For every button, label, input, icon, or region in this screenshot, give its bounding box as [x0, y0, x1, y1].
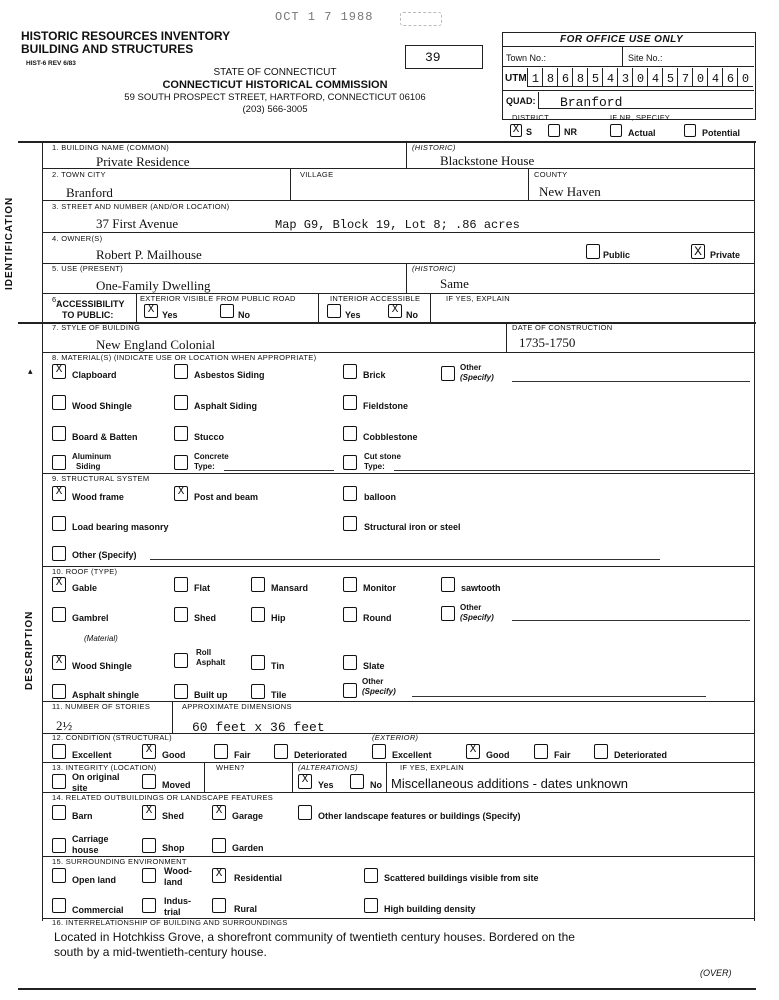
- load-bearing-checkbox[interactable]: [52, 516, 66, 531]
- roof-gable-label: Gable: [72, 583, 98, 593]
- outbuilding-shed-checkbox[interactable]: X: [142, 805, 156, 820]
- exterior-no-checkbox[interactable]: [220, 304, 234, 318]
- interior-accessible-label: INTERIOR ACCESSIBLE: [330, 294, 421, 303]
- owner-private-label: Private: [710, 250, 741, 260]
- other-landscape-label: Other landscape features or buildings (Specify): [318, 811, 521, 821]
- rural-label: Rural: [234, 904, 258, 914]
- utm-digit-cell: 0: [692, 68, 708, 87]
- concrete-type-label: Type:: [194, 462, 215, 471]
- building-name-historic: Blackstone House: [440, 153, 535, 168]
- structural-other-checkbox[interactable]: [52, 546, 66, 561]
- site-label: site: [72, 783, 88, 793]
- moved-label: Moved: [162, 780, 191, 790]
- cut-stone-label: Cut stone: [364, 452, 401, 461]
- alterations-no-checkbox[interactable]: [350, 774, 364, 789]
- condition-exterior-deteriorated-checkbox[interactable]: [594, 744, 608, 759]
- form-subtitle: BUILDING AND STRUCTURES: [21, 42, 194, 56]
- material-wood-shingle-checkbox[interactable]: [52, 395, 66, 410]
- alterations-label: (ALTERATIONS): [298, 763, 358, 772]
- balloon-label: balloon: [364, 492, 396, 502]
- building-name-label: 1. BUILDING NAME (COMMON): [52, 143, 170, 152]
- woodland-label-1: Wood-: [164, 866, 192, 876]
- on-original-site-checkbox[interactable]: [52, 774, 66, 789]
- scattered-buildings-checkbox[interactable]: [364, 868, 378, 883]
- stamp-smudge: [400, 12, 442, 26]
- condition-structural-deteriorated-label: Deteriorated: [294, 750, 348, 760]
- condition-exterior-excellent-label: Excellent: [392, 750, 432, 760]
- district-s-checkbox[interactable]: X: [510, 124, 522, 137]
- roof-flat-checkbox[interactable]: [174, 577, 188, 592]
- roof-monitor-label: Monitor: [363, 583, 396, 593]
- structural-other-label: Other (Specify): [72, 550, 137, 560]
- form-title: HISTORIC RESOURCES INVENTORY: [21, 29, 231, 43]
- roof-flat-label: Flat: [194, 583, 211, 593]
- material-board-batten-checkbox[interactable]: [52, 426, 66, 441]
- accessibility-number: 6.: [52, 295, 59, 304]
- roof-material-tin-checkbox[interactable]: [251, 655, 265, 670]
- owner-public-checkbox[interactable]: [586, 244, 600, 259]
- exterior-no-label: No: [238, 310, 250, 320]
- roof-shed-checkbox[interactable]: [174, 607, 188, 622]
- carriage-house-checkbox[interactable]: [52, 838, 66, 853]
- open-land-label: Open land: [72, 875, 117, 885]
- condition-structural-fair-checkbox[interactable]: [214, 744, 228, 759]
- material-stucco-checkbox[interactable]: [174, 426, 188, 441]
- condition-exterior-excellent-checkbox[interactable]: [372, 744, 386, 759]
- condition-structural-good-label: Good: [162, 750, 186, 760]
- village-label: VILLAGE: [300, 170, 334, 179]
- county-label: COUNTY: [534, 170, 568, 179]
- agency-name: CONNECTICUT HISTORICAL COMMISSION: [162, 79, 388, 91]
- form-number: HIST-6 REV 6/83: [26, 60, 76, 67]
- inventory-number-box: [405, 45, 483, 69]
- material-wood-shingle-label: Wood Shingle: [72, 401, 132, 411]
- moved-checkbox[interactable]: [142, 774, 156, 789]
- commercial-checkbox[interactable]: [52, 898, 66, 913]
- material-asbestos-siding-checkbox[interactable]: [174, 364, 188, 379]
- utm-digit-cell: 5: [662, 68, 678, 87]
- if-nr-label: IF NR, SPECIFY: [610, 113, 671, 122]
- rural-checkbox[interactable]: [212, 898, 226, 913]
- street-number-label: 3. STREET AND NUMBER (AND/OR LOCATION): [52, 202, 230, 211]
- accessibility-label: ACCESSIBILITY: [56, 299, 125, 309]
- utm-digit-cell: 4: [647, 68, 663, 87]
- roof-material-label: (Material): [84, 634, 118, 643]
- materials-label: 8. MATERIAL(S) (INDICATE USE OR LOCATION WHEN APPROPRIATE): [52, 353, 317, 362]
- structural-iron-label: Structural iron or steel: [364, 522, 461, 532]
- owner-value: Robert P. Mailhouse: [96, 247, 202, 262]
- building-name-common: Private Residence: [96, 154, 190, 169]
- interior-yes-label: Yes: [345, 310, 361, 320]
- high-density-checkbox[interactable]: [364, 898, 378, 913]
- roof-material-asphalt-shingle-label: Asphalt shingle: [72, 690, 140, 700]
- condition-exterior-deteriorated-label: Deteriorated: [614, 750, 668, 760]
- nr-actual-checkbox[interactable]: [610, 124, 622, 137]
- roof-material-slate-checkbox[interactable]: [343, 655, 357, 670]
- balloon-checkbox[interactable]: [343, 486, 357, 501]
- material-other-label: Other: [460, 363, 482, 372]
- nr-potential-label: Potential: [702, 128, 741, 138]
- owner-private-checkbox[interactable]: X: [691, 244, 705, 259]
- utm-digit-cell: 4: [602, 68, 618, 87]
- load-bearing-label: Load bearing masonry: [72, 522, 169, 532]
- outbuilding-shed-label: Shed: [162, 811, 185, 821]
- commercial-label: Commercial: [72, 905, 124, 915]
- site-no-label: Site No.:: [628, 53, 663, 63]
- street-number-value: 37 First Avenue: [96, 216, 179, 231]
- utm-digit-cell: 6: [557, 68, 573, 87]
- industrial-label-1: Indus-: [164, 896, 191, 906]
- wood-frame-checkbox[interactable]: X: [52, 486, 66, 501]
- woodland-checkbox[interactable]: [142, 868, 156, 883]
- roll-label: Roll: [196, 648, 212, 657]
- use-historic-value: Same: [440, 276, 469, 291]
- roof-mansard-checkbox[interactable]: [251, 577, 265, 592]
- roof-monitor-checkbox[interactable]: [343, 577, 357, 592]
- roof-other-label: Other: [460, 603, 482, 612]
- utm-digit-cell: 5: [587, 68, 603, 87]
- interrelationship-line-1: Located in Hotchkiss Grove, a shorefront community of twentieth century houses. Bordered on the: [54, 930, 575, 944]
- exterior-yes-label: Yes: [162, 310, 178, 320]
- owner-public-label: Public: [603, 250, 631, 260]
- material-clapboard-checkbox[interactable]: X: [52, 364, 66, 379]
- alterations-yes-label: Yes: [318, 780, 334, 790]
- industrial-label-2: trial: [164, 907, 181, 917]
- when-label: WHEN?: [216, 763, 245, 772]
- roof-material-slate-label: Slate: [363, 661, 385, 671]
- roof-gambrel-checkbox[interactable]: [52, 607, 66, 622]
- dimensions-label: APPROXIMATE DIMENSIONS: [182, 702, 292, 711]
- date-of-construction-label: DATE OF CONSTRUCTION: [512, 323, 613, 332]
- condition-exterior-fair-checkbox[interactable]: [534, 744, 548, 759]
- quad-value: Branford: [560, 95, 623, 110]
- if-yes-explain-label: IF YES, EXPLAIN: [446, 294, 510, 303]
- identification-side-label: IDENTIFICATION: [4, 196, 15, 290]
- district-nr-label: NR: [564, 127, 577, 137]
- exterior-visible-label: EXTERIOR VISIBLE FROM PUBLIC ROAD: [140, 294, 296, 303]
- roof-other-specify: (Specify): [460, 613, 494, 622]
- map-lot-value: Map G9, Block 19, Lot 8; .86 acres: [275, 218, 520, 232]
- district-label: DISTRICT: [512, 113, 549, 122]
- roof-material-tile-label: Tile: [271, 690, 287, 700]
- shop-checkbox[interactable]: [142, 838, 156, 853]
- integrity-label: 13. INTEGRITY (LOCATION): [52, 763, 157, 772]
- utm-digit-cell: 8: [572, 68, 588, 87]
- roll-asphalt-checkbox[interactable]: [174, 653, 188, 668]
- use-present-value: One-Family Dwelling: [96, 278, 211, 293]
- district-s-label: S: [526, 127, 533, 137]
- interior-yes-checkbox[interactable]: [327, 304, 341, 318]
- alterations-explanation: Miscellaneous additions - dates unknown: [391, 776, 629, 791]
- residential-checkbox[interactable]: X: [212, 868, 226, 883]
- district-nr-checkbox[interactable]: [548, 124, 560, 137]
- roof-material-tile-checkbox[interactable]: [251, 684, 265, 699]
- concrete-label: Concrete: [194, 452, 229, 461]
- condition-structural-excellent-checkbox[interactable]: [52, 744, 66, 759]
- utm-digit-cell: 1: [527, 68, 543, 87]
- roof-gable-checkbox[interactable]: X: [52, 577, 66, 592]
- agency-phone: (203) 566-3005: [242, 104, 308, 115]
- roof-sawtooth-label: sawtooth: [461, 583, 501, 593]
- aluminum-label: Aluminum: [72, 452, 112, 461]
- material-fieldstone-label: Fieldstone: [363, 401, 409, 411]
- town-city-value: Branford: [66, 185, 113, 200]
- material-asphalt-siding-label: Asphalt Siding: [194, 401, 257, 411]
- margin-mark: ▴: [28, 366, 33, 376]
- asphalt-label: Asphalt: [196, 658, 226, 667]
- interrelationship-label: 16. INTERRELATIONSHIP OF BUILDING AND SURROUNDINGS: [52, 918, 288, 927]
- material-clapboard-label: Clapboard: [72, 370, 117, 380]
- roof-round-checkbox[interactable]: [343, 607, 357, 622]
- woodland-label-2: land: [164, 877, 183, 887]
- number-of-stories-value: 2½: [56, 718, 73, 733]
- alterations-no-label: No: [370, 780, 382, 790]
- quad-label: QUAD:: [506, 96, 536, 106]
- material-other-checkbox[interactable]: [441, 366, 455, 381]
- utm-digit-cell: 8: [542, 68, 558, 87]
- owner-label: 4. OWNER(S): [52, 234, 103, 243]
- style-of-building-label: 7. STYLE OF BUILDING: [52, 323, 141, 332]
- roof-mansard-label: Mansard: [271, 583, 309, 593]
- roof-type-label: 10. ROOF (TYPE): [52, 567, 118, 576]
- roof-material-wood-shingle-checkbox[interactable]: X: [52, 655, 66, 670]
- roof-material-tin-label: Tin: [271, 661, 285, 671]
- town-no-label: Town No.:: [506, 53, 547, 63]
- cut-stone-type-label: Type:: [364, 462, 385, 471]
- condition-structural-fair-label: Fair: [234, 750, 251, 760]
- description-side-label: DESCRIPTION: [24, 610, 35, 690]
- roof-material-wood-shingle-label: Wood Shingle: [72, 661, 132, 671]
- utm-digit-cell: 3: [617, 68, 633, 87]
- use-historic-label: (HISTORIC): [412, 264, 456, 273]
- office-use-title: FOR OFFICE USE ONLY: [560, 34, 684, 45]
- interior-no-checkbox[interactable]: X: [388, 304, 402, 318]
- open-land-checkbox[interactable]: [52, 868, 66, 883]
- use-present-label: 5. USE (PRESENT): [52, 264, 124, 273]
- condition-exterior-fair-label: Fair: [554, 750, 571, 760]
- building-name-historic-label: (HISTORIC): [412, 143, 456, 152]
- outbuilding-garage-label: Garage: [232, 811, 264, 821]
- shop-label: Shop: [162, 843, 185, 853]
- received-date-stamp: OCT 1 7 1988: [275, 10, 374, 24]
- garden-label: Garden: [232, 843, 264, 853]
- outbuilding-barn-label: Barn: [72, 811, 93, 821]
- structural-system-label: 9. STRUCTURAL SYSTEM: [52, 474, 150, 483]
- roof-hip-label: Hip: [271, 613, 286, 623]
- condition-structural-excellent-label: Excellent: [72, 750, 112, 760]
- date-of-construction-value: 1735-1750: [519, 335, 576, 350]
- material-brick-checkbox[interactable]: [343, 364, 357, 379]
- material-fieldstone-checkbox[interactable]: [343, 395, 357, 410]
- condition-exterior-label: (EXTERIOR): [372, 733, 419, 742]
- material-cobblestone-checkbox[interactable]: [343, 426, 357, 441]
- condition-structural-good-checkbox[interactable]: X: [142, 744, 156, 759]
- over-label: (OVER): [700, 968, 732, 978]
- garden-checkbox[interactable]: [212, 838, 226, 853]
- roof-round-label: Round: [363, 613, 392, 623]
- material-brick-label: Brick: [363, 370, 386, 380]
- utm-digit-cell: 0: [632, 68, 648, 87]
- state-name: STATE OF CONNECTICUT: [213, 67, 337, 78]
- utm-digit-cell: 4: [707, 68, 723, 87]
- interior-no-label: No: [406, 310, 418, 320]
- post-and-beam-checkbox[interactable]: X: [174, 486, 188, 501]
- roof-other-checkbox[interactable]: [441, 606, 455, 621]
- nr-actual-label: Actual: [628, 128, 656, 138]
- material-asbestos-siding-label: Asbestos Siding: [194, 370, 265, 380]
- material-board-batten-label: Board & Batten: [72, 432, 138, 442]
- cut-stone-checkbox[interactable]: [343, 455, 357, 470]
- to-public-label: TO PUBLIC:: [62, 310, 114, 320]
- interrelationship-line-2: south by a mid-twentieth-century house.: [54, 945, 267, 959]
- material-other-specify: (Specify): [460, 373, 494, 382]
- condition-exterior-good-checkbox[interactable]: X: [466, 744, 480, 759]
- dimensions-value: 60 feet x 36 feet: [192, 720, 325, 735]
- utm-label: UTM: [505, 73, 527, 84]
- roof-material-asphalt-shingle-checkbox[interactable]: [52, 684, 66, 699]
- utm-digit-cell: 6: [722, 68, 738, 87]
- utm-digit-cell: 0: [737, 68, 753, 87]
- material-stucco-label: Stucco: [194, 432, 225, 442]
- other-landscape-checkbox[interactable]: [298, 805, 312, 820]
- carriage-label: Carriage: [72, 834, 109, 844]
- aluminum-siding-checkbox[interactable]: [52, 455, 66, 470]
- structural-iron-checkbox[interactable]: [343, 516, 357, 531]
- concrete-checkbox[interactable]: [174, 455, 188, 470]
- exterior-yes-checkbox[interactable]: X: [144, 304, 158, 318]
- on-original-label: On original: [72, 772, 120, 782]
- condition-label: 12. CONDITION (STRUCTURAL): [52, 733, 172, 742]
- material-asphalt-siding-checkbox[interactable]: [174, 395, 188, 410]
- alterations-yes-checkbox[interactable]: X: [298, 774, 312, 789]
- roof-material-built-up-checkbox[interactable]: [174, 684, 188, 699]
- outbuilding-garage-checkbox[interactable]: X: [212, 805, 226, 820]
- condition-structural-deteriorated-checkbox[interactable]: [274, 744, 288, 759]
- roof-gambrel-label: Gambrel: [72, 613, 109, 623]
- roof-sawtooth-checkbox[interactable]: [441, 577, 455, 592]
- condition-exterior-good-label: Good: [486, 750, 510, 760]
- outbuilding-barn-checkbox[interactable]: [52, 805, 66, 820]
- siding-label: Siding: [76, 462, 101, 471]
- county-value: New Haven: [539, 184, 601, 199]
- town-city-label: 2. TOWN CITY: [52, 170, 106, 179]
- material-cobblestone-label: Cobblestone: [363, 432, 418, 442]
- high-density-label: High building density: [384, 904, 476, 914]
- nr-potential-checkbox[interactable]: [684, 124, 696, 137]
- roof-material-other-checkbox[interactable]: [343, 683, 357, 698]
- utm-digit-cell: 7: [677, 68, 693, 87]
- style-of-building-value: New England Colonial: [96, 337, 216, 352]
- house-label: house: [72, 845, 99, 855]
- related-outbuildings-label: 14. RELATED OUTBUILDINGS OR LANDSCAPE FEATURES: [52, 793, 274, 802]
- integrity-if-yes-label: IF YES, EXPLAIN: [400, 763, 464, 772]
- wood-frame-label: Wood frame: [72, 492, 124, 502]
- roof-material-other-specify: (Specify): [362, 687, 396, 696]
- inventory-number: 39: [425, 50, 441, 65]
- agency-address: 59 SOUTH PROSPECT STREET, HARTFORD, CONNECTICUT 06106: [124, 92, 426, 103]
- post-and-beam-label: Post and beam: [194, 492, 259, 502]
- surrounding-environment-label: 15. SURROUNDING ENVIRONMENT: [52, 857, 187, 866]
- roof-material-built-up-label: Built up: [194, 690, 228, 700]
- residential-label: Residential: [234, 873, 283, 883]
- roof-hip-checkbox[interactable]: [251, 607, 265, 622]
- industrial-checkbox[interactable]: [142, 898, 156, 913]
- scattered-buildings-label: Scattered buildings visible from site: [384, 873, 539, 883]
- number-of-stories-label: 11. NUMBER OF STORIES: [52, 702, 151, 711]
- roof-material-other-label: Other: [362, 677, 384, 686]
- roof-shed-label: Shed: [194, 613, 217, 623]
